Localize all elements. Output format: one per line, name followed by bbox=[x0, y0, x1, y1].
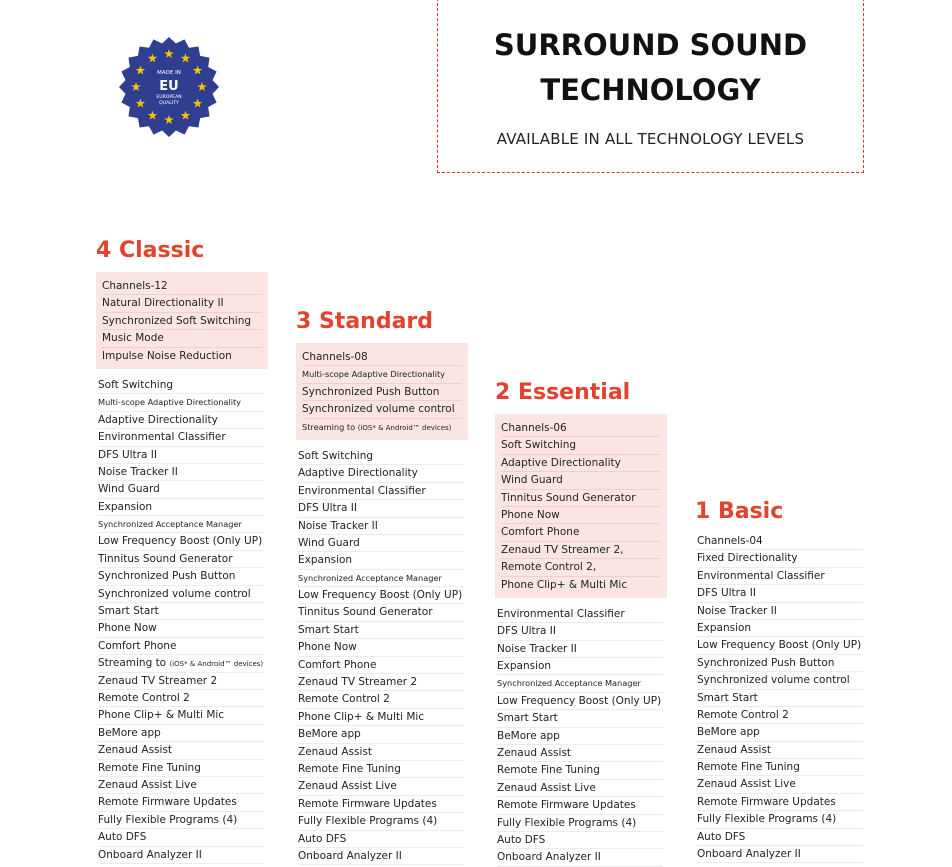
badge-line4: QUALITY bbox=[159, 101, 179, 106]
feature-item bbox=[298, 639, 464, 656]
feature-item bbox=[497, 641, 663, 658]
feature-label: Remote Control 2, bbox=[501, 561, 597, 574]
feature-item bbox=[697, 690, 863, 707]
feature-item bbox=[98, 533, 264, 550]
feature-item bbox=[298, 657, 464, 674]
feature-label: Wind Guard bbox=[501, 474, 563, 487]
feature-label: Zenaud Assist Live bbox=[98, 778, 197, 791]
feature-label: Remote Fine Tuning bbox=[298, 762, 401, 775]
tier-title: 4 Classic bbox=[96, 238, 205, 263]
feature-label: BeMore app bbox=[298, 728, 361, 741]
feature-label: Phone Clip+ & Multi Mic bbox=[98, 709, 225, 722]
feature-item bbox=[298, 483, 464, 500]
feature-item bbox=[98, 377, 264, 394]
feature-item bbox=[298, 778, 464, 795]
feature-label: BeMore app bbox=[497, 729, 560, 742]
feature-item bbox=[298, 622, 464, 639]
tier-title: 2 Essential bbox=[495, 380, 631, 405]
feature-label: Impulse Noise Reduction bbox=[102, 349, 232, 362]
feature-label: Onboard Analyzer II bbox=[697, 848, 801, 861]
feature-item bbox=[98, 586, 264, 603]
feature-item bbox=[298, 674, 464, 691]
feature-label: Onboard Analyzer II bbox=[497, 851, 601, 864]
feature-label: Onboard Analyzer II bbox=[298, 849, 402, 862]
feature-item bbox=[298, 761, 464, 778]
feature-label: Channels-04 bbox=[697, 535, 763, 547]
feature-item bbox=[298, 500, 464, 517]
feature-label: Zenaud Assist bbox=[298, 745, 373, 758]
feature-item bbox=[697, 829, 863, 846]
feature-label: Remote Firmware Updates bbox=[98, 796, 237, 809]
tier-highlight-box bbox=[96, 272, 268, 369]
feature-item bbox=[98, 429, 264, 446]
tier-column-2-essential bbox=[495, 380, 663, 867]
feature-label: Smart Start bbox=[697, 691, 758, 704]
feature-item bbox=[497, 832, 663, 849]
feature-item bbox=[697, 568, 863, 585]
feature-item bbox=[98, 568, 264, 585]
feature-label: Comfort Phone bbox=[98, 639, 177, 652]
feature-label: Streaming to bbox=[302, 421, 356, 432]
feature-label: Smart Start bbox=[98, 605, 159, 618]
feature-item bbox=[697, 603, 863, 620]
feature-label: Expansion bbox=[98, 500, 153, 513]
feature-item bbox=[298, 726, 464, 743]
feature-label: Soft Switching bbox=[298, 449, 374, 462]
feature-label: Fully Flexible Programs (4) bbox=[298, 815, 438, 828]
feature-label: Remote Firmware Updates bbox=[497, 799, 636, 812]
feature-item bbox=[501, 420, 661, 437]
feature-item bbox=[697, 533, 863, 550]
feature-label: Synchronized Soft Switching bbox=[102, 314, 252, 327]
header-box bbox=[437, 0, 864, 173]
feature-item bbox=[98, 638, 264, 655]
feature-label: Synchronized Push Button bbox=[697, 656, 835, 669]
feature-item bbox=[98, 725, 264, 742]
feature-item bbox=[298, 744, 464, 761]
feature-item bbox=[497, 849, 663, 866]
tier-feature-list bbox=[296, 448, 464, 865]
feature-item bbox=[501, 559, 661, 576]
feature-label: DFS Ultra II bbox=[98, 448, 157, 461]
feature-item bbox=[98, 777, 264, 794]
feature-item bbox=[501, 490, 661, 507]
tier-column-4-classic bbox=[96, 238, 264, 864]
feature-label: Synchronized Acceptance Manager bbox=[98, 519, 242, 530]
feature-label: Multi-scope Adaptive Directionality bbox=[302, 369, 446, 380]
feature-item bbox=[98, 447, 264, 464]
feature-label: Music Mode bbox=[102, 332, 164, 345]
feature-label: Remote Fine Tuning bbox=[98, 761, 201, 774]
feature-item bbox=[98, 707, 264, 724]
feature-label: Zenaud TV Streamer 2, bbox=[501, 543, 624, 556]
feature-label: Zenaud Assist Live bbox=[497, 781, 596, 794]
feature-item bbox=[98, 394, 264, 411]
feature-item bbox=[98, 620, 264, 637]
feature-label: Noise Tracker II bbox=[298, 519, 378, 532]
feature-label: Environmental Classifier bbox=[697, 569, 825, 582]
page-title: SURROUND SOUND TECHNOLOGY bbox=[493, 28, 808, 107]
feature-label: Environmental Classifier bbox=[298, 484, 426, 497]
feature-item bbox=[98, 655, 264, 672]
feature-item bbox=[98, 812, 264, 829]
feature-label: Zenaud Assist Live bbox=[298, 780, 397, 793]
feature-label: Zenaud TV Streamer 2 bbox=[98, 674, 218, 687]
feature-item bbox=[497, 780, 663, 797]
feature-label: Noise Tracker II bbox=[497, 642, 577, 655]
feature-label: Zenaud Assist bbox=[497, 747, 572, 760]
tier-column-1-basic bbox=[695, 499, 863, 863]
feature-item bbox=[497, 606, 663, 623]
feature-item bbox=[102, 313, 262, 330]
feature-label: Tinnitus Sound Generator bbox=[98, 552, 233, 565]
feature-item bbox=[497, 658, 663, 675]
tier-highlight-box bbox=[296, 343, 468, 440]
tier-feature-list bbox=[96, 377, 264, 864]
feature-label: DFS Ultra II bbox=[298, 502, 357, 515]
feature-item bbox=[298, 535, 464, 552]
page-subtitle: AVAILABLE IN ALL TECHNOLOGY LEVELS bbox=[496, 130, 805, 148]
tier-highlight-box bbox=[495, 414, 667, 598]
feature-item bbox=[497, 693, 663, 710]
feature-item bbox=[501, 524, 661, 541]
feature-item bbox=[98, 603, 264, 620]
feature-item bbox=[298, 691, 464, 708]
feature-item bbox=[497, 623, 663, 640]
feature-label: Synchronized Acceptance Manager bbox=[497, 678, 641, 689]
feature-item bbox=[302, 401, 462, 418]
feature-label: Fully Flexible Programs (4) bbox=[98, 813, 238, 826]
tier-title: 1 Basic bbox=[695, 499, 784, 524]
feature-item bbox=[697, 794, 863, 811]
feature-label: Remote Fine Tuning bbox=[697, 761, 800, 774]
feature-label: Adaptive Directionality bbox=[98, 413, 218, 426]
feature-label: Auto DFS bbox=[497, 833, 546, 846]
feature-item bbox=[98, 481, 264, 498]
feature-item bbox=[497, 797, 663, 814]
badge-line2: EU bbox=[159, 79, 179, 94]
feature-label: Adaptive Directionality bbox=[298, 467, 418, 480]
feature-note: (iOS* & Android™ devices) bbox=[169, 660, 264, 669]
feature-item bbox=[302, 419, 462, 436]
feature-label: DFS Ultra II bbox=[497, 625, 556, 638]
feature-item bbox=[298, 831, 464, 848]
feature-item bbox=[302, 349, 462, 366]
feature-item bbox=[102, 278, 262, 295]
feature-item bbox=[697, 585, 863, 602]
feature-label: Remote Firmware Updates bbox=[697, 795, 836, 808]
feature-label: Adaptive Directionality bbox=[501, 456, 621, 469]
feature-item bbox=[497, 745, 663, 762]
feature-label: Noise Tracker II bbox=[98, 465, 178, 478]
feature-label: Phone Clip+ & Multi Mic bbox=[298, 710, 425, 723]
feature-item bbox=[298, 570, 464, 587]
feature-label: Soft Switching bbox=[501, 439, 577, 452]
feature-item bbox=[302, 366, 462, 383]
feature-item bbox=[497, 675, 663, 692]
feature-item bbox=[697, 811, 863, 828]
feature-label: Comfort Phone bbox=[298, 658, 377, 671]
feature-item bbox=[98, 742, 264, 759]
feature-label: Zenaud Assist Live bbox=[697, 778, 796, 791]
feature-label: Remote Control 2 bbox=[298, 693, 390, 706]
feature-item bbox=[697, 655, 863, 672]
feature-item bbox=[497, 710, 663, 727]
feature-item bbox=[697, 759, 863, 776]
feature-label: Onboard Analyzer II bbox=[98, 848, 202, 861]
feature-label: Noise Tracker II bbox=[697, 604, 777, 617]
feature-item bbox=[98, 412, 264, 429]
feature-item bbox=[501, 472, 661, 489]
feature-label: Streaming to bbox=[98, 657, 167, 670]
feature-label: Synchronized Push Button bbox=[302, 385, 440, 398]
feature-label: Low Frequency Boost (Only UP) bbox=[497, 694, 662, 707]
feature-item bbox=[501, 577, 661, 594]
feature-item bbox=[298, 448, 464, 465]
feature-item bbox=[98, 847, 264, 864]
feature-label: Synchronized volume control bbox=[697, 674, 850, 687]
feature-item bbox=[298, 709, 464, 726]
badge-line3: EUROPEAN bbox=[156, 95, 182, 100]
feature-label: Expansion bbox=[298, 554, 353, 567]
tier-title: 3 Standard bbox=[296, 309, 434, 334]
feature-label: Zenaud Assist bbox=[697, 743, 772, 756]
feature-item bbox=[697, 776, 863, 793]
feature-label: Phone Clip+ & Multi Mic bbox=[501, 578, 628, 591]
feature-item bbox=[98, 673, 264, 690]
feature-item bbox=[298, 813, 464, 830]
feature-item bbox=[697, 550, 863, 567]
feature-item bbox=[697, 707, 863, 724]
feature-label: Remote Firmware Updates bbox=[298, 797, 437, 810]
feature-label: Fully Flexible Programs (4) bbox=[497, 816, 637, 829]
feature-label: Remote Control 2 bbox=[98, 691, 190, 704]
feature-label: Fixed Directionality bbox=[697, 552, 798, 565]
feature-label: Auto DFS bbox=[697, 830, 746, 843]
feature-item bbox=[298, 552, 464, 569]
feature-label: Channels-06 bbox=[501, 422, 567, 434]
feature-item bbox=[497, 762, 663, 779]
feature-item bbox=[98, 551, 264, 568]
feature-item bbox=[497, 728, 663, 745]
feature-label: Auto DFS bbox=[298, 832, 347, 845]
feature-label: Environmental Classifier bbox=[497, 607, 625, 620]
feature-label: Phone Now bbox=[298, 641, 357, 654]
feature-label: Auto DFS bbox=[98, 831, 147, 844]
feature-label: Natural Directionality II bbox=[102, 297, 224, 310]
feature-label: Remote Control 2 bbox=[697, 708, 789, 721]
feature-label: Tinnitus Sound Generator bbox=[501, 491, 636, 504]
feature-label: Channels-12 bbox=[102, 280, 168, 292]
feature-item bbox=[697, 637, 863, 654]
feature-item bbox=[501, 507, 661, 524]
feature-label: DFS Ultra II bbox=[697, 587, 756, 600]
feature-item bbox=[302, 384, 462, 401]
feature-item bbox=[98, 464, 264, 481]
tier-column-3-standard bbox=[296, 309, 464, 865]
feature-label: Soft Switching bbox=[98, 378, 174, 391]
feature-item bbox=[298, 518, 464, 535]
feature-item bbox=[298, 465, 464, 482]
feature-item bbox=[298, 604, 464, 621]
feature-label: Fully Flexible Programs (4) bbox=[697, 813, 837, 826]
tier-feature-list bbox=[495, 606, 663, 867]
feature-label: Zenaud TV Streamer 2 bbox=[298, 676, 418, 689]
feature-item bbox=[697, 620, 863, 637]
feature-item bbox=[501, 437, 661, 454]
feature-item bbox=[298, 587, 464, 604]
feature-label: Synchronized volume control bbox=[98, 587, 251, 600]
feature-label: Synchronized Acceptance Manager bbox=[298, 572, 442, 583]
feature-label: BeMore app bbox=[98, 726, 161, 739]
feature-label: Channels-08 bbox=[302, 351, 368, 363]
feature-label: Comfort Phone bbox=[501, 526, 580, 539]
feature-label: Smart Start bbox=[497, 712, 558, 725]
feature-item bbox=[501, 455, 661, 472]
feature-item bbox=[298, 796, 464, 813]
badge-line1: MADE IN bbox=[157, 70, 181, 76]
feature-item bbox=[298, 848, 464, 865]
feature-item bbox=[102, 330, 262, 347]
feature-label: Wind Guard bbox=[298, 536, 360, 549]
feature-item bbox=[697, 742, 863, 759]
feature-label: Low Frequency Boost (Only UP) bbox=[697, 639, 862, 652]
feature-item bbox=[98, 829, 264, 846]
feature-label: Low Frequency Boost (Only UP) bbox=[98, 535, 263, 548]
feature-label: Tinnitus Sound Generator bbox=[298, 606, 433, 619]
feature-label: Wind Guard bbox=[98, 483, 160, 496]
feature-item bbox=[102, 295, 262, 312]
feature-item bbox=[697, 846, 863, 863]
feature-item bbox=[98, 516, 264, 533]
feature-note: (iOS* & Android™ devices) bbox=[357, 423, 452, 432]
feature-item bbox=[98, 690, 264, 707]
eu-quality-badge bbox=[118, 36, 220, 138]
tier-feature-list bbox=[695, 533, 863, 863]
feature-item bbox=[697, 724, 863, 741]
feature-label: Low Frequency Boost (Only UP) bbox=[298, 589, 463, 602]
feature-label: Phone Now bbox=[501, 508, 560, 521]
feature-item bbox=[697, 672, 863, 689]
feature-label: Phone Now bbox=[98, 622, 157, 635]
feature-label: Expansion bbox=[497, 660, 552, 673]
feature-label: Zenaud Assist bbox=[98, 744, 173, 757]
feature-item bbox=[102, 348, 262, 365]
feature-label: BeMore app bbox=[697, 726, 760, 739]
feature-item bbox=[497, 815, 663, 832]
feature-item bbox=[98, 499, 264, 516]
feature-label: Synchronized volume control bbox=[302, 403, 455, 416]
feature-label: Environmental Classifier bbox=[98, 431, 226, 444]
feature-label: Synchronized Push Button bbox=[98, 570, 236, 583]
feature-label: Remote Fine Tuning bbox=[497, 764, 600, 777]
feature-item bbox=[501, 542, 661, 559]
eu-stars-seal-icon bbox=[118, 36, 220, 138]
feature-label: Multi-scope Adaptive Directionality bbox=[98, 397, 242, 408]
feature-item bbox=[98, 760, 264, 777]
feature-item bbox=[98, 794, 264, 811]
feature-label: Smart Start bbox=[298, 623, 359, 636]
feature-label: Expansion bbox=[697, 621, 752, 634]
